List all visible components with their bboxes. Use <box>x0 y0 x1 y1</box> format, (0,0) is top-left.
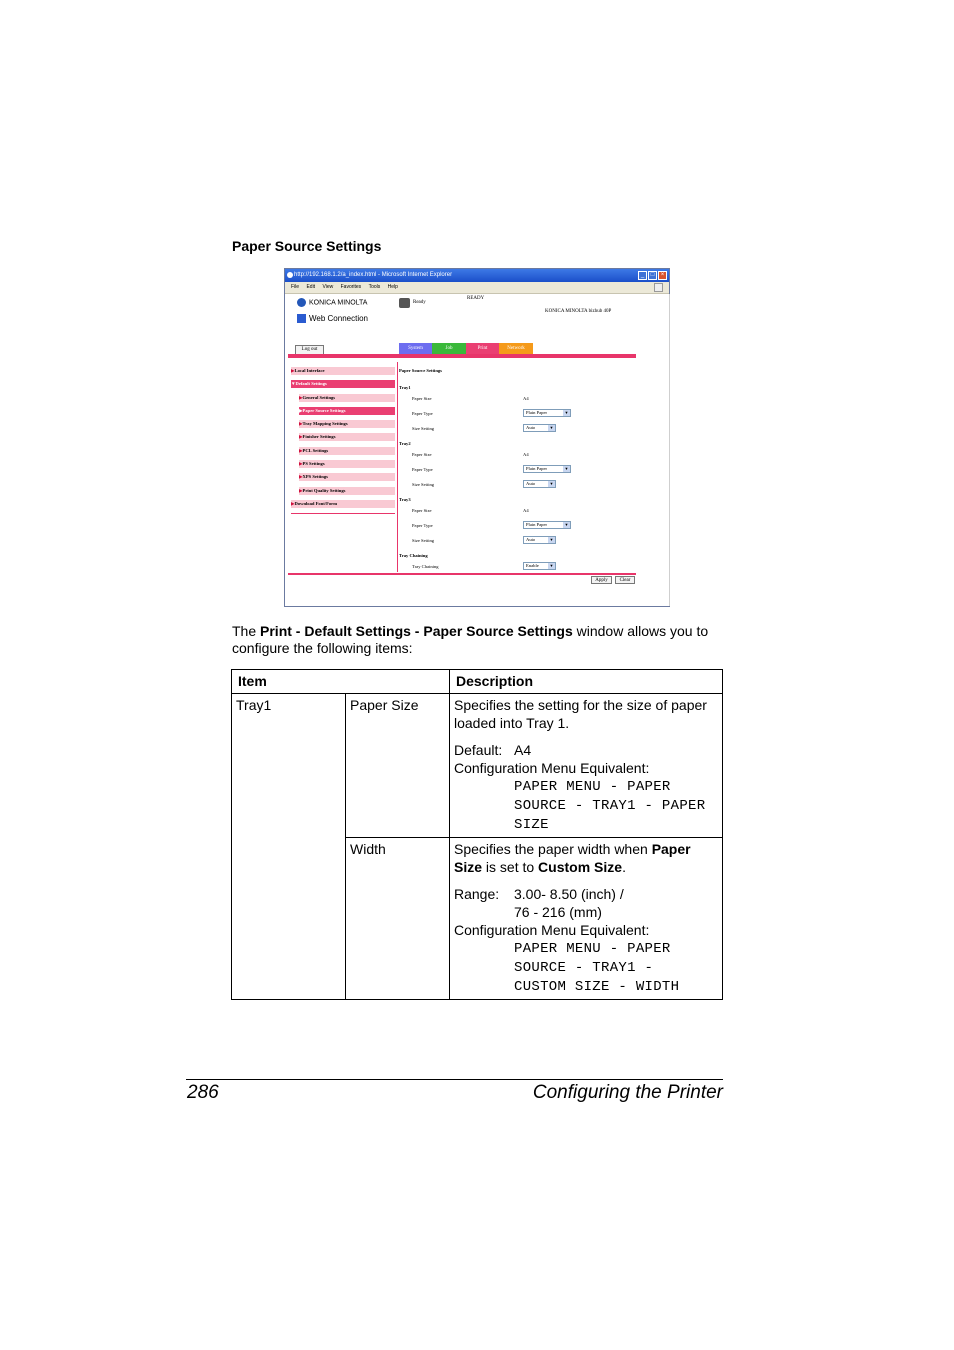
chevron-down-icon[interactable]: ▼ <box>549 537 554 542</box>
sidebar-item[interactable]: ▶Download Font/Form <box>291 500 395 508</box>
tray-heading: Tray Chaining <box>399 553 428 558</box>
form-row <box>399 479 639 494</box>
main-tabs <box>399 343 533 354</box>
tray-heading: Tray1 <box>399 385 411 390</box>
field-label: Size Setting <box>412 426 435 431</box>
form-title: Paper Source Settings <box>399 368 442 373</box>
konica-logo-icon <box>297 298 306 307</box>
sidebar-item[interactable]: ▶Finisher Settings <box>299 433 395 441</box>
browser-screenshot <box>284 268 670 607</box>
table-header-rule <box>232 693 722 694</box>
table-col-rule-item <box>345 693 346 999</box>
menu-file[interactable]: File <box>291 284 300 290</box>
settings-table <box>231 669 723 1000</box>
field-label: Paper Type <box>412 523 433 528</box>
form-row <box>399 520 639 535</box>
form-row <box>399 535 639 550</box>
windows-flag-icon <box>654 283 663 292</box>
ie-icon <box>287 272 293 278</box>
form-row <box>399 449 639 464</box>
triangle-right-icon: ▶ <box>299 487 303 493</box>
config-menu-label: Configuration Menu Equivalent: <box>454 922 650 938</box>
field-select[interactable]: Auto ▼ <box>523 424 556 432</box>
config-menu-label: Configuration Menu Equivalent: <box>454 760 650 776</box>
sidebar-divider <box>397 362 398 572</box>
table-row-item: Width <box>350 841 386 857</box>
menu-help[interactable]: Help <box>387 284 398 290</box>
table-header-description: Description <box>456 673 534 689</box>
paper-source-form <box>399 368 639 576</box>
sidebar-item[interactable]: ▶PCL Settings <box>299 447 395 455</box>
browser-menubar <box>285 282 669 294</box>
field-value: A4 <box>523 396 529 401</box>
logout-button[interactable]: Log out <box>295 345 324 355</box>
chevron-down-icon[interactable]: ▼ <box>564 466 569 471</box>
triangle-right-icon: ▶ <box>299 394 303 400</box>
sidebar-item[interactable]: ▶Tray Mapping Settings <box>299 420 395 428</box>
clear-button[interactable]: Clear <box>615 576 635 584</box>
field-select[interactable]: Auto ▼ <box>523 480 556 488</box>
page-scope-icon <box>297 314 306 323</box>
footer-divider <box>288 573 636 575</box>
triangle-right-icon: ▶ <box>299 407 303 413</box>
header-divider <box>288 354 636 358</box>
tray-heading: Tray3 <box>399 497 411 502</box>
menu-favorites[interactable]: Favorites <box>340 284 362 290</box>
tab-job[interactable]: Job <box>432 343 466 354</box>
form-row <box>399 464 639 479</box>
intro-paragraph: The Print - Default Settings - Paper Source Settings window allows you to configure the following items: <box>232 623 709 656</box>
sidebar-item[interactable]: ▶XPS Settings <box>299 473 395 481</box>
sidebar-item[interactable]: ▶Local Interface <box>291 367 395 375</box>
menu-edit[interactable]: Edit <box>306 284 316 290</box>
table-header-item: Item <box>238 673 267 689</box>
field-value: A4 <box>523 452 529 457</box>
browser-title-bar <box>285 269 669 282</box>
default-value: A4 <box>514 742 532 758</box>
menu-tools[interactable]: Tools <box>368 284 381 290</box>
triangle-right-icon: ▶ <box>299 434 303 440</box>
field-select[interactable]: Plain Paper ▼ <box>523 521 571 529</box>
table-row-desc: Specifies the paper width when Paper Size is set to Custom Size. <box>454 841 691 875</box>
menu-view[interactable]: View <box>322 284 334 290</box>
triangle-right-icon: ▶ <box>299 474 303 480</box>
field-label: Size Setting <box>412 538 435 543</box>
table-row-rule <box>345 837 722 838</box>
form-row <box>399 505 639 520</box>
triangle-right-icon: ▶ <box>299 461 303 467</box>
default-label: Default: <box>454 742 503 758</box>
maximize-icon[interactable]: □ <box>648 271 657 280</box>
form-row <box>399 393 639 408</box>
sidebar-end-rule <box>291 513 395 514</box>
sidebar-item[interactable]: ▶Print Quality Settings <box>299 487 395 495</box>
table-group-tray1: Tray1 <box>236 697 272 713</box>
table-row-item: Paper Size <box>350 697 419 713</box>
printer-model: KONICA MINOLTA bizhub 40P <box>545 309 612 314</box>
chevron-down-icon[interactable]: ▼ <box>549 481 554 486</box>
status-ready: READY <box>467 296 485 301</box>
table-col-rule-desc <box>449 670 450 999</box>
triangle-right-icon: ▶ <box>299 421 303 427</box>
field-label: Paper Size <box>412 508 432 513</box>
footer-rule <box>186 1079 723 1080</box>
range-values: 3.00- 8.50 (inch) / 76 - 216 (mm) <box>514 886 624 920</box>
close-icon[interactable]: × <box>658 271 667 280</box>
chevron-down-icon[interactable]: ▼ <box>564 522 569 527</box>
triangle-down-icon: ▼ <box>291 381 296 387</box>
table-row-desc: Specifies the setting for the size of paper loaded into Tray 1. <box>454 697 707 731</box>
field-label: Size Setting <box>412 482 435 487</box>
sidebar-item[interactable]: ▶PS Settings <box>299 460 395 468</box>
sidebar-item[interactable]: ▶Paper Source Settings <box>299 407 395 415</box>
chevron-down-icon[interactable]: ▼ <box>549 425 554 430</box>
field-label: Paper Type <box>412 411 433 416</box>
section-title: Paper Source Settings <box>232 238 382 254</box>
field-select[interactable]: Plain Paper ▼ <box>523 465 571 473</box>
sidebar-item[interactable]: ▼Default Settings <box>291 380 395 388</box>
tray-heading: Tray2 <box>399 441 411 446</box>
web-connection-logo: Web Connection <box>297 314 368 323</box>
triangle-right-icon: ▶ <box>291 500 295 506</box>
range-label: Range: <box>454 886 500 902</box>
tab-network[interactable]: Network <box>499 343 533 354</box>
tab-system[interactable]: System <box>399 343 432 354</box>
sidebar-item[interactable]: ▶General Settings <box>299 394 395 402</box>
printer-icon <box>399 298 410 308</box>
form-row <box>399 408 639 423</box>
triangle-right-icon: ▶ <box>291 368 295 373</box>
config-menu-path: PAPER MENU - PAPER SOURCE - TRAY1 - CUSTOM SIZE - WIDTH <box>514 941 680 995</box>
tab-print[interactable]: Print <box>466 343 499 354</box>
config-menu-path: PAPER MENU - PAPER SOURCE - TRAY1 - PAPER SIZE <box>514 779 706 833</box>
field-label: Paper Size <box>412 452 432 457</box>
page-number: 286 <box>187 1082 219 1103</box>
field-label: Paper Type <box>412 467 433 472</box>
brand-logo: KONICA MINOLTA <box>297 298 367 307</box>
field-select[interactable]: Auto ▼ <box>523 536 556 544</box>
apply-button[interactable]: Apply <box>591 576 612 584</box>
chevron-down-icon[interactable]: ▼ <box>549 563 554 568</box>
status-ready-small: Ready <box>413 300 426 305</box>
minimize-icon[interactable]: _ <box>638 271 647 280</box>
field-value: A4 <box>523 508 529 513</box>
web-page <box>285 294 670 606</box>
triangle-right-icon: ▶ <box>299 447 303 453</box>
chapter-title: Configuring the Printer <box>532 1082 723 1103</box>
chevron-down-icon[interactable]: ▼ <box>564 410 569 415</box>
field-select[interactable]: Enable ▼ <box>523 562 556 570</box>
browser-title: http://192.168.1.2/a_index.html - Microsoft Internet Explorer <box>294 272 453 278</box>
field-label: Paper Size <box>412 396 432 401</box>
field-label: Tray Chaining <box>412 564 439 569</box>
sidebar-nav <box>291 367 395 514</box>
form-row <box>399 423 639 438</box>
field-select[interactable]: Plain Paper ▼ <box>523 409 571 417</box>
